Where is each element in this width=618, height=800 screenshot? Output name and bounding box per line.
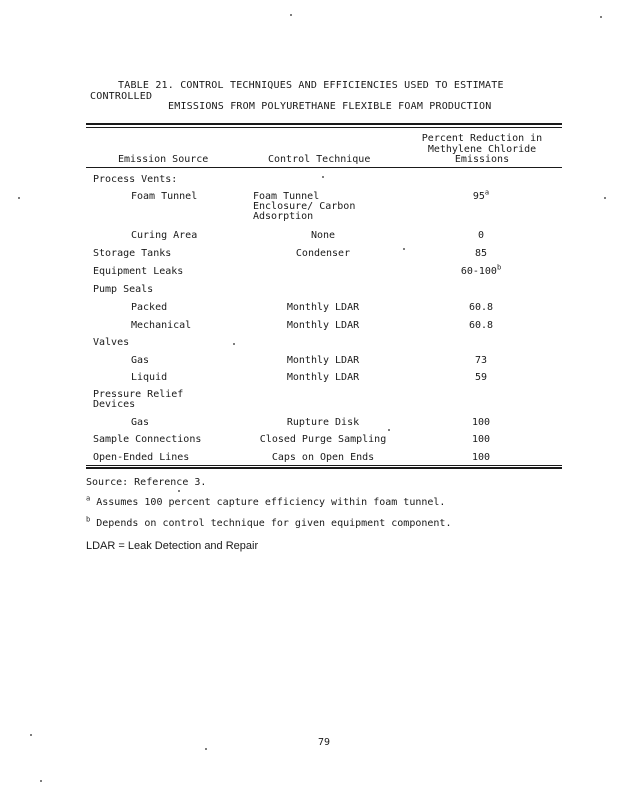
scan-speck (290, 14, 292, 16)
scan-speck (403, 248, 405, 250)
table-row-reduction: 100 (471, 434, 491, 445)
table-row-technique: Monthly LDAR (286, 372, 360, 383)
table-row-source: Sample Connections (93, 434, 202, 445)
table-row-technique: Monthly LDAR (286, 302, 360, 313)
table-row-technique: Adsorption (253, 211, 314, 222)
table-row-technique: Monthly LDAR (286, 355, 360, 366)
table-row-reduction: 100 (471, 452, 491, 463)
table-row-technique: Rupture Disk (286, 417, 360, 428)
scan-speck (600, 16, 602, 18)
table-title-line1: TABLE 21. CONTROL TECHNIQUES AND EFFICIENCIES USED TO ESTIMATE (118, 80, 504, 91)
footnote-a: $^a$ Assumes 100 percent capture efficiency within foam tunnel. (86, 494, 446, 508)
table-row-source: Mechanical (131, 320, 192, 331)
header-control-technique: Control Technique (268, 154, 371, 165)
scan-speck (18, 197, 20, 199)
table-top-rule-thin (86, 127, 562, 128)
header-reduction-line2: Methylene Chloride (427, 144, 537, 155)
table-title-line2: CONTROLLED (90, 91, 153, 102)
table-top-rule (86, 123, 562, 125)
table-row-technique: Foam Tunnel (253, 191, 320, 202)
table-row-source: Open-Ended Lines (93, 452, 190, 463)
table-row-source: Valves (93, 337, 130, 348)
table-row-source: Equipment Leaks (93, 266, 184, 277)
table-row-source: Gas (131, 355, 150, 366)
table-row-technique: Condenser (295, 248, 351, 259)
header-reduction-line3: Emissions (454, 154, 510, 165)
table-row-technique: None (310, 230, 336, 241)
table-row-source: Process Vents: (93, 174, 178, 185)
table-row-technique: Caps on Open Ends (271, 452, 375, 463)
table-bottom-rule (86, 467, 562, 469)
footnote-b-mark: b (86, 515, 91, 524)
ldar-definition: LDAR = Leak Detection and Repair (86, 540, 259, 552)
table-row-source: Liquid (131, 372, 168, 383)
scan-speck (30, 734, 32, 736)
header-reduction-line1: Percent Reduction in (421, 133, 543, 144)
table-row-reduction: 60.8 (468, 320, 494, 331)
footnote-b-marker: b (496, 263, 502, 272)
scan-speck (40, 780, 42, 782)
scan-speck (388, 429, 390, 431)
table-bottom-rule-thin (86, 465, 562, 466)
header-rule (86, 167, 562, 168)
source-note: Source: Reference 3. (86, 477, 207, 488)
scan-speck (178, 490, 180, 492)
table-row-source: Curing Area (131, 230, 198, 241)
scan-speck (604, 197, 606, 199)
table-row-source: Storage Tanks (93, 248, 172, 259)
table-row-reduction: 60-100$^b$ (460, 263, 502, 277)
table-row-reduction: 59 (474, 372, 488, 383)
table-title-line3: EMISSIONS FROM POLYURETHANE FLEXIBLE FOAM PRODUCTION (168, 101, 492, 112)
table-row-source: Pump Seals (93, 284, 154, 295)
table-row-technique: Closed Purge Sampling (259, 434, 387, 445)
table-row-reduction: 60.8 (468, 302, 494, 313)
table-row-source: Pressure Relief (93, 389, 184, 400)
table-row-source: Foam Tunnel (131, 191, 198, 202)
table-row-reduction: 100 (471, 417, 491, 428)
footnote-a-mark: a (86, 494, 91, 503)
table-row-reduction: 73 (474, 355, 488, 366)
table-row-reduction: 0 (477, 230, 485, 241)
table-row-reduction: 95$^a$ (472, 188, 490, 202)
footnote-a-marker: a (484, 188, 490, 197)
table-row-technique: Monthly LDAR (286, 320, 360, 331)
header-emission-source: Emission Source (118, 154, 209, 165)
scan-speck (205, 748, 207, 750)
page-number: 79 (317, 737, 331, 748)
table-row-source: Gas (131, 417, 150, 428)
scan-speck (322, 176, 324, 178)
footnote-b: $^b$ Depends on control technique for given equipment component. (86, 515, 452, 529)
table-row-reduction: 85 (474, 248, 488, 259)
table-row-technique: Enclosure/ Carbon (253, 201, 356, 212)
scan-speck (233, 343, 235, 345)
table-row-source: Packed (131, 302, 168, 313)
table-row-source: Devices (93, 399, 136, 410)
